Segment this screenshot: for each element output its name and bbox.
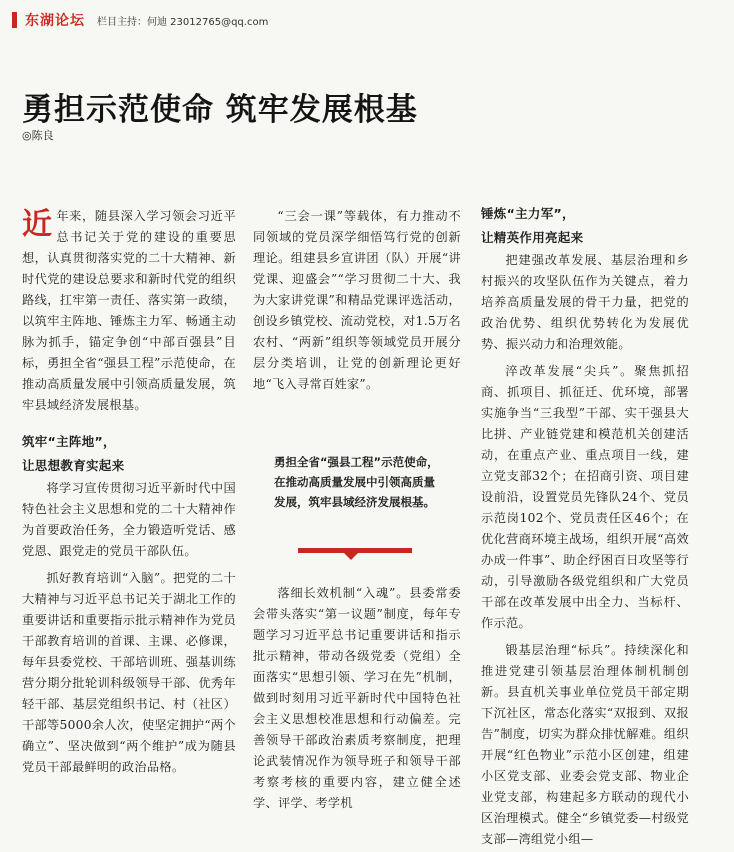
intro-paragraph xyxy=(22,206,236,416)
section2-heading-line1: 锤炼“主力军”， xyxy=(481,206,575,221)
section1-heading-line2: 让思想教育实起来 xyxy=(22,458,125,473)
column-1 xyxy=(22,206,236,778)
drop-cap: 近 xyxy=(22,207,53,242)
body-paragraph: 落细长效机制“入魂”。县委常委会带头落实“第一议题”制度，每年专题学习习近平总书记重要讲话和指示批示精神，带动各级党委（党组）全面落实“思想引领、学习在先”机制，做到时刻用习近平新时代中国特色社会主义思想校准思想和行动偏差。完善领导干部政治素质考察制度，把理论武装情况作为领导班子和领导干部考察考核的重要内容，建立健全述学、评学、考学机 xyxy=(253,586,461,810)
body-paragraph: 锻基层治理“标兵”。持续深化和推进党建引领基层治理体制机制创新。县直机关事业单位党员干部定期下沉社区，常态化落实“双报到、双报告”制度，切实为群众排忧解难。组织开展“红色物业”示范小区创建，组建小区党支部、业委会党支部、物业企业党支部，构建起多方联动的现代小区治理模式。健全“乡镇党委—村级党支部—湾组党小组— xyxy=(481,643,689,846)
pull-quote-arrow xyxy=(344,553,358,560)
body-paragraph: “三会一课”等载体，有力推动不同领域的党员深学细悟笃行党的创新理论。组建县乡宣讲团（队）开展“讲党课、迎盛会”“学习贯彻二十大、我为大家讲党课”和精品党课评选活动，创设乡镇党校、流动党校，对1.5万名农村、“两新”组织等领域党员开展分层分类培训，让党的创新理论更好地“飞入寻常百姓家”。 xyxy=(253,209,461,391)
column-3 xyxy=(481,202,689,850)
header-accent-bar xyxy=(12,12,17,28)
article-title: 勇担示范使命 筑牢发展根基 xyxy=(22,92,418,128)
body-paragraph: 把建强改革发展、基层治理和乡村振兴的攻坚队伍作为关键点，着力培养高质量发展的骨干力量，把党的政治优势、组织优势转化为发展优势、振兴动力和治理效能。 xyxy=(481,253,689,351)
article-author: ◎陈良 xyxy=(22,129,54,142)
body-paragraph: 淬改革发展“尖兵”。聚焦抓招商、抓项目、抓征迁、优环境，部署实施争当“三我型”干部、实干强县大比拼、产业链党建和模范机关创建活动，在重点产业、重点项目一线，建立党支部32个；在招商引资、项目建设前沿，设置党员先锋队24个、党员示范岗102个、党员责任区46个；在优化营商环境主战场，组织开展“高效办成一件事”、助企纾困百日攻坚等行动，引导激励各级党组织和广大党员干部在改革发展中出全力、当标杆、作示范。 xyxy=(481,364,689,630)
intro-text: 年来，随县深入学习领会习近平总书记关于党的建设的重要思想，认真贯彻落实党的二十大精神、新时代党的建设总要求和新时代党的组织路线，扛牢第一责任、落实第一政绩，以筑牢主阵地、锤炼主力军、畅通主动脉为抓手，锚定争创“中部百强县”目标，勇担全省“强县工程”示范使命，在推动高质量发展中引领高质量发展，筑牢县域经济发展根基。 xyxy=(22,209,236,412)
section1-heading-line1: 筑牢“主阵地”， xyxy=(22,434,116,449)
body-paragraph: 将学习宣传贯彻习近平新时代中国特色社会主义思想和党的二十大精神作为首要政治任务，全力锻造听党话、感党恩、跟党走的党员干部队伍。 xyxy=(22,481,236,558)
pull-quote: 勇担全省“强县工程”示范使命，在推动高质量发展中引领高质量发展，筑牢县域经济发展根基。 xyxy=(274,455,439,509)
body-paragraph: 抓好教育培训“入脑”。把党的二十大精神与习近平总书记关于湖北工作的重要讲话和重要指示批示精神作为党员干部教育培训的首课、主课、必修课，每年县委党校、干部培训班、强基训练营分期分批轮训科级领导干部、优秀年轻干部、基层党组织书记、村（社区）干部等5000余人次，使坚定拥护“两个确立”、坚决做到“两个维护”成为随县党员干部最鲜明的政治品格。 xyxy=(22,571,236,774)
column-name: 东湖论坛 xyxy=(25,13,85,29)
column-header xyxy=(12,10,268,30)
column-host: 栏目主持：何迪 23012765@qq.com xyxy=(97,16,269,28)
section2-heading-line2: 让精英作用亮起来 xyxy=(481,230,584,245)
